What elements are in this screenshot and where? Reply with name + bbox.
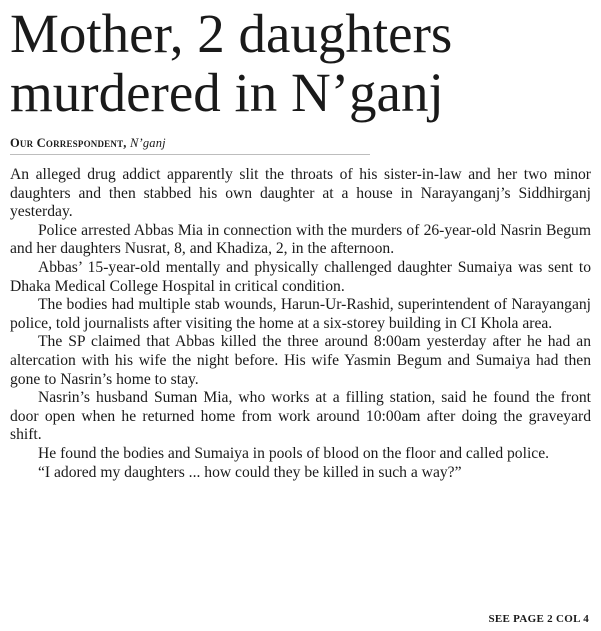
article-body xyxy=(10,166,591,482)
headline-line-1: Mother, 2 daughters xyxy=(10,3,453,64)
paragraph: Police arrested Abbas Mia in connection with the murders of 26-year-old Nasrin Begum and her daughters Nusrat, 8, and Khadiza, 2, in the afternoon. xyxy=(10,221,591,258)
paragraph: An alleged drug addict apparently slit the throats of his sister-in-law and her two minor daughters and then stabbed his own daughter at a house in Narayanganj’s Siddhirganj yesterday. xyxy=(10,166,591,221)
headline-line-2: murdered in N’ganj xyxy=(10,62,444,123)
paragraph: Nasrin’s husband Suman Mia, who works at a filling station, said he found the front door open when he returned home from work around 10:00am after doing the graveyard shift. xyxy=(10,389,591,444)
byline-author: Our Correspondent, xyxy=(10,136,127,150)
continuation-jump: SEE PAGE 2 COL 4 xyxy=(488,613,589,625)
paragraph: The bodies had multiple stab wounds, Harun-Ur-Rashid, superintendent of Narayanganj police, told journalists after visiting the home at a six-storey building in CI Khola area. xyxy=(10,296,591,332)
byline-divider xyxy=(10,154,370,155)
byline xyxy=(10,136,591,150)
paragraph: “I adored my daughters ... how could they be killed in such a way?” xyxy=(38,463,462,481)
paragraph: Abbas’ 15-year-old mentally and physically challenged daughter Sumaiya was sent to Dhaka Medical College Hospital in critical condition. xyxy=(10,258,591,295)
paragraph: The SP claimed that Abbas killed the three around 8:00am yesterday after he had an altercation with his wife the night before. His wife Yasmin Begum and Sumaiya had then gone to Nasrin’s home to stay. xyxy=(10,333,591,388)
headline xyxy=(10,0,591,122)
byline-place: N’ganj xyxy=(129,136,166,150)
paragraph: He found the bodies and Sumaiya in pools of blood on the floor and called police. xyxy=(38,444,550,462)
